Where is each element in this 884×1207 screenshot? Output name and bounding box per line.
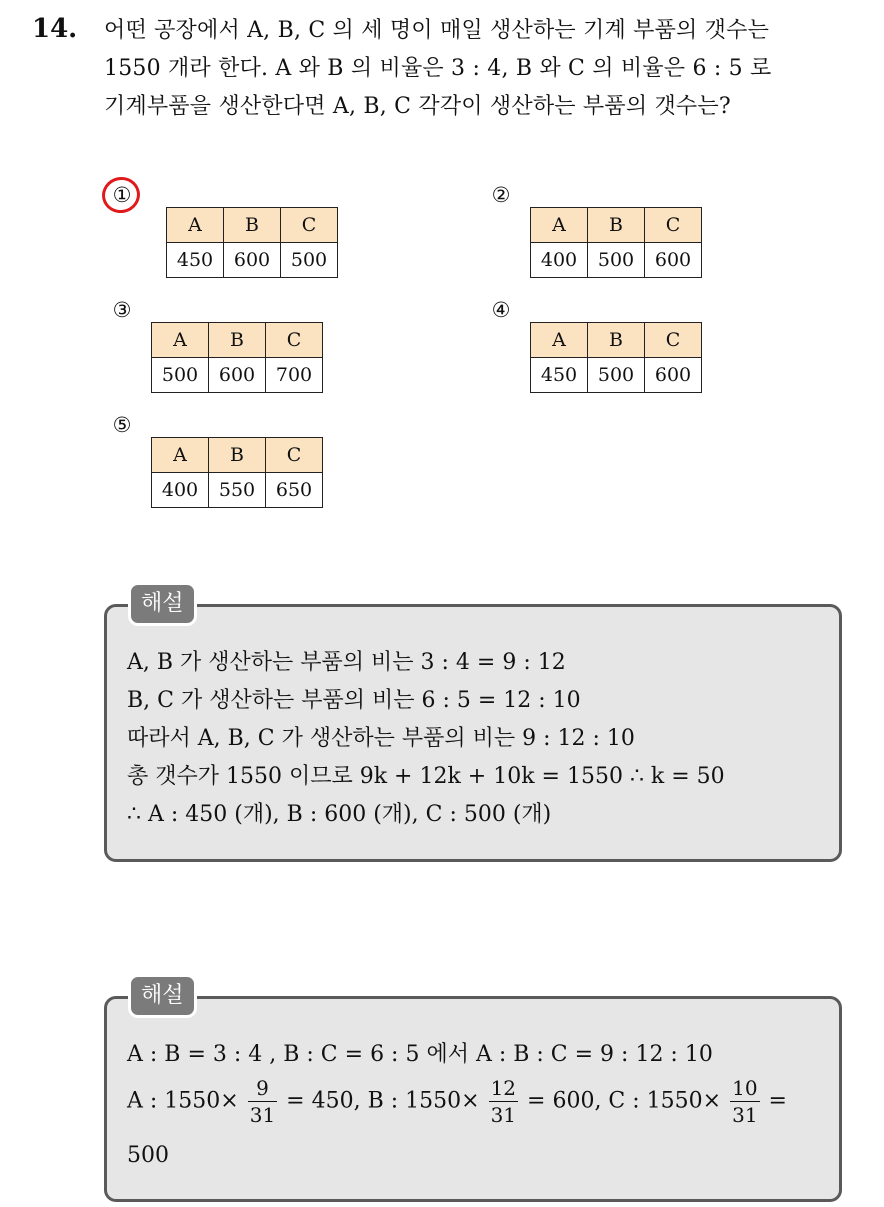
fraction-denominator: 31 (249, 1103, 276, 1127)
explanation-line: A : B = 3 : 4 , B : C = 6 : 5 에서 A : B : C = 9 : 12 : 10 (127, 1042, 713, 1067)
fraction-a (248, 1075, 277, 1128)
fraction-c (730, 1075, 759, 1128)
explanation-line: 총 갯수가 1550 이므로 9k + 12k + 10k = 1550 ∴ k = 50 (127, 764, 725, 789)
value-cell: 550 (209, 473, 266, 508)
header-cell: C (266, 323, 323, 358)
explanation-tab-1: 해설 (128, 582, 197, 626)
value-cell: 500 (152, 358, 209, 393)
formula-a-result: = 450, B : 1550× (286, 1088, 480, 1114)
value-cell: 600 (209, 358, 266, 393)
header-cell: B (209, 323, 266, 358)
value-cell: 650 (266, 473, 323, 508)
header-cell: A (152, 438, 209, 473)
header-cell: C (266, 438, 323, 473)
explanation-line: ∴ A : 450 (개), B : 600 (개), C : 500 (개) (127, 802, 552, 827)
explanation-line: 따라서 A, B, C 가 생산하는 부품의 비는 9 : 12 : 10 (127, 726, 635, 751)
header-cell: B (588, 208, 645, 243)
question-number: 14. (32, 14, 78, 44)
value-cell: 500 (588, 358, 645, 393)
explanation-line: B, C 가 생산하는 부품의 비는 6 : 5 = 12 : 10 (127, 688, 581, 713)
header-cell: C (281, 208, 338, 243)
value-cell: 600 (645, 243, 702, 278)
choice-table-1[interactable] (166, 207, 338, 278)
formula-b-result: = 600, C : 1550× (527, 1088, 722, 1114)
explanation-line: A, B 가 생산하는 부품의 비는 3 : 4 = 9 : 12 (127, 650, 566, 675)
fraction-numerator: 9 (248, 1075, 277, 1102)
header-cell: B (224, 208, 281, 243)
header-cell: C (645, 208, 702, 243)
choice-table-4[interactable] (530, 322, 702, 393)
fraction-numerator: 10 (732, 1076, 758, 1100)
header-cell: B (209, 438, 266, 473)
formula-c-result: = (768, 1088, 787, 1114)
choice-number-4[interactable]: ④ (491, 298, 511, 322)
value-cell: 450 (167, 243, 224, 278)
header-cell: A (531, 208, 588, 243)
question-line: 어떤 공장에서 A, B, C 의 세 명이 매일 생산하는 기계 부품의 갯수는 (104, 18, 770, 43)
header-cell: B (588, 323, 645, 358)
header-cell: A (531, 323, 588, 358)
value-cell: 400 (152, 473, 209, 508)
choice-number-1[interactable]: ① (112, 183, 132, 207)
choice-number-3[interactable]: ③ (112, 298, 132, 322)
value-cell: 500 (588, 243, 645, 278)
value-cell: 400 (531, 243, 588, 278)
fraction-denominator: 31 (490, 1103, 517, 1127)
fraction-b (489, 1075, 518, 1128)
question-text (104, 12, 864, 126)
question-line: 기계부품을 생산한다면 A, B, C 각각이 생산하는 부품의 갯수는? (104, 94, 731, 119)
value-cell: 450 (531, 358, 588, 393)
choice-number-2[interactable]: ② (491, 183, 511, 207)
explanation-tab-2: 해설 (128, 974, 197, 1018)
value-cell: 700 (266, 358, 323, 393)
choice-table-2[interactable] (530, 207, 702, 278)
fraction-numerator: 12 (490, 1076, 517, 1100)
choice-table-3[interactable] (151, 322, 323, 393)
fraction-denominator: 31 (732, 1103, 758, 1127)
choice-number-5[interactable]: ⑤ (112, 413, 132, 437)
explanation-fraction-line (127, 1075, 787, 1128)
explanation-box-1 (104, 604, 842, 862)
header-cell: A (152, 323, 209, 358)
header-cell: A (167, 208, 224, 243)
explanation-line: 500 (127, 1143, 169, 1168)
question-line: 1550 개라 한다. A 와 B 의 비율은 3 : 4, B 와 C 의 비율은 6 : 5 로 (104, 56, 772, 81)
explanation-box-2 (104, 996, 842, 1202)
value-cell: 600 (645, 358, 702, 393)
choice-table-5[interactable] (151, 437, 323, 508)
formula-a-label: A : 1550× (127, 1088, 239, 1114)
header-cell: C (645, 323, 702, 358)
value-cell: 600 (224, 243, 281, 278)
value-cell: 500 (281, 243, 338, 278)
